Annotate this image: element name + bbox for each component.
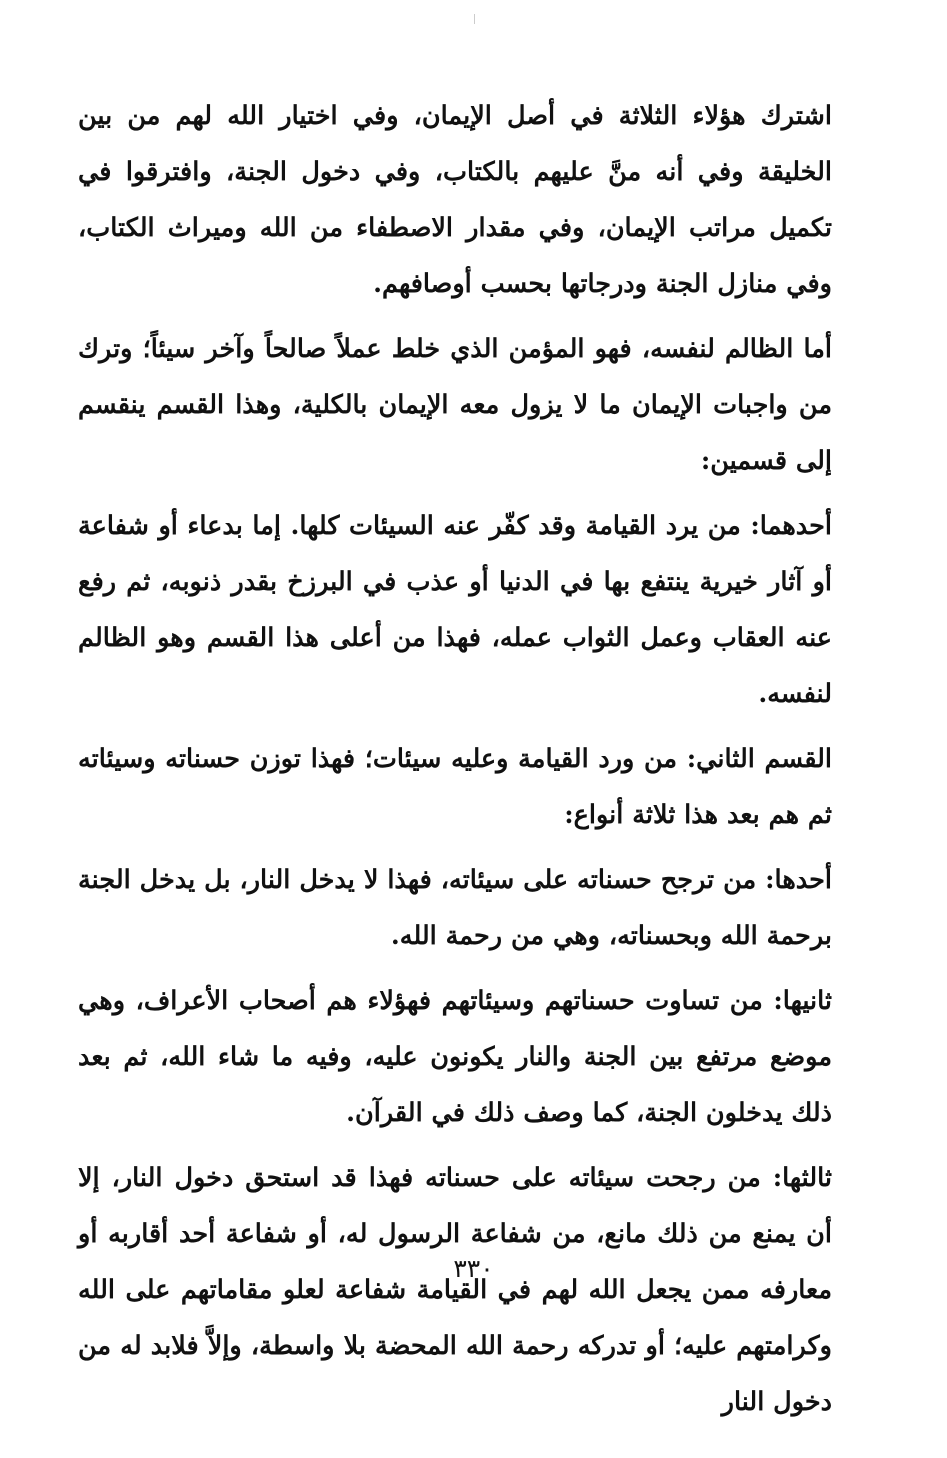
paragraph: أحدها: من ترجح حسناته على سيئاته، فهذا لا يدخل النار، بل يدخل الجنة برحمة الله وبحسناته، وهي من رحمة الله. [78,865,832,951]
paragraph: أما الظالم لنفسه، فهو المؤمن الذي خلط عملاً صالحاً وآخر سيئاً؛ وترك من واجبات الإيمان ما لا يزول معه الإيمان بالكلية، وهذا القسم ينقسم إلى قسمين: [78,334,832,476]
paragraph: أحدهما: من يرد القيامة وقد كفّر عنه السيئات كلها. إما بدعاء أو شفاعة أو آثار خيرية ينتفع بها في الدنيا أو عذب في البرزخ بقدر ذنوبه، ثم رفع عنه العقاب وعمل الثواب عمله، فهذا من أعلى هذا القسم وهو الظالم لنفسه. [78,511,832,709]
scan-mark [474,14,475,24]
paragraph: اشترك هؤلاء الثلاثة في أصل الإيمان، وفي اختيار الله لهم من بين الخليقة وفي أنه منَّ عليهم بالكتاب، وفي دخول الجنة، وافترقوا في تكميل مراتب الإيمان، وفي مقدار الاصطفاء من الله وميراث الكتاب، وفي منازل الجنة ودرجاتها بحسب أوصافهم. [78,101,832,299]
paragraph: القسم الثاني: من ورد القيامة وعليه سيئات؛ فهذا توزن حسناته وسيئاته ثم هم بعد هذا ثلاثة أنواع: [78,744,832,830]
body-text [78,88,832,1439]
paragraph: ثالثها: من رجحت سيئاته على حسناته فهذا قد استحق دخول النار، إلا أن يمنع من ذلك مانع، من شفاعة الرسول له، أو شفاعة أحد أقاربه أو معارفه ممن يجعل الله لهم في القيامة شفاعة لعلو مقاماتهم على الله وكرامتهم عليه؛ أو تدركه رحمة الله المحضة بلا واسطة، وإلاَّ فلابد له من دخول النار [78,1163,832,1417]
page-number: ٣٣٠ [453,1254,494,1283]
paragraph: ثانيها: من تساوت حسناتهم وسيئاتهم فهؤلاء هم أصحاب الأعراف، وهي موضع مرتفع بين الجنة والنار يكونون عليه، وفيه ما شاء الله، ثم بعد ذلك يدخلون الجنة، كما وصف ذلك في القرآن. [78,986,832,1128]
